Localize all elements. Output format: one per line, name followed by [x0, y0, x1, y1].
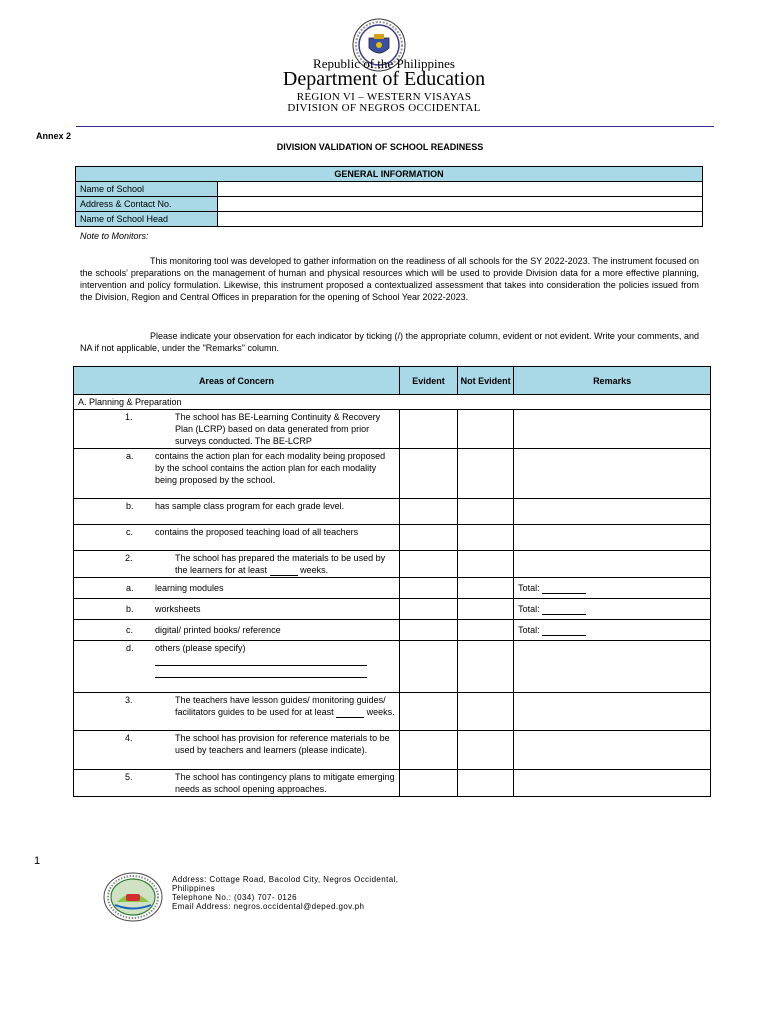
item-text-suffix: weeks. [300, 565, 329, 575]
region-heading: REGION VI – WESTERN VISAYAS [296, 91, 472, 103]
section-a-label: A. Planning & Preparation [74, 395, 711, 410]
not-evident-cell[interactable] [458, 599, 514, 620]
total-label: Total: [518, 583, 540, 593]
sub-item-text: contains the proposed teaching load of all teachers [155, 527, 359, 537]
item-number: 4. [125, 733, 133, 743]
intro-paragraph [80, 255, 699, 303]
evident-cell[interactable] [399, 620, 457, 641]
remarks-cell[interactable] [514, 551, 711, 578]
specify-blank[interactable] [155, 667, 367, 678]
sub-item-letter: b. [126, 604, 134, 614]
footer-address-country: Philippines [172, 884, 216, 893]
footer-address: Address: Cottage Road, Bacolod City, Negros Occidental, [172, 875, 399, 884]
page-number: 1 [34, 855, 41, 867]
evident-cell[interactable] [399, 551, 457, 578]
evident-cell[interactable] [399, 693, 457, 731]
evident-cell[interactable] [399, 731, 457, 770]
document-title: DIVISION VALIDATION OF SCHOOL READINESS [276, 142, 484, 152]
division-heading: DIVISION OF NEGROS OCCIDENTAL [287, 102, 481, 114]
item-text: The school has BE-Learning Continuity & Recovery Plan (LCRP) based on data generated from prior surveys conducted. The BE-LCRP [175, 412, 381, 446]
table-row [74, 449, 711, 499]
note-to-monitors: Note to Monitors: [80, 231, 149, 241]
item-number: 1. [125, 412, 133, 422]
table-row [74, 578, 711, 599]
remarks-cell[interactable] [514, 770, 711, 797]
sub-item-text: digital/ printed books/ reference [155, 625, 281, 635]
not-evident-cell[interactable] [458, 620, 514, 641]
item-number: 5. [125, 772, 133, 782]
remarks-cell[interactable] [514, 693, 711, 731]
not-evident-cell[interactable] [458, 410, 514, 449]
item-text: The school has provision for reference materials to be used by teachers and learners (please indicate). [175, 733, 390, 755]
table-row [74, 641, 711, 693]
address-contact-label: Address & Contact No. [76, 197, 218, 212]
not-evident-cell[interactable] [458, 525, 514, 551]
remarks-cell[interactable] [514, 410, 711, 449]
evident-cell[interactable] [399, 499, 457, 525]
sub-item-letter: a. [126, 583, 134, 593]
specify-blank[interactable] [155, 655, 367, 666]
remarks-cell[interactable] [514, 620, 711, 641]
remarks-cell[interactable] [514, 731, 711, 770]
school-head-label: Name of School Head [76, 212, 218, 227]
remarks-cell[interactable] [514, 499, 711, 525]
remarks-cell[interactable] [514, 641, 711, 693]
instruction-paragraph [80, 330, 699, 354]
col-header-not-evident: Not Evident [458, 367, 514, 395]
table-row [74, 693, 711, 731]
not-evident-cell[interactable] [458, 731, 514, 770]
evident-cell[interactable] [399, 578, 457, 599]
sub-item-letter: d. [126, 643, 134, 653]
weeks-blank[interactable] [336, 707, 364, 718]
evident-cell[interactable] [399, 410, 457, 449]
evident-cell[interactable] [399, 641, 457, 693]
item-text-suffix: weeks. [366, 707, 395, 717]
table-row [74, 599, 711, 620]
total-blank[interactable] [542, 604, 586, 615]
footer-telephone: Telephone No.: (034) 707- 0126 [172, 893, 297, 902]
item-number: 2. [125, 553, 133, 563]
not-evident-cell[interactable] [458, 449, 514, 499]
col-header-areas: Areas of Concern [74, 367, 400, 395]
sub-item-letter: c. [126, 625, 134, 635]
remarks-cell[interactable] [514, 599, 711, 620]
sub-item-letter: b. [126, 501, 134, 511]
footer-address-block [172, 875, 398, 911]
evident-cell[interactable] [399, 770, 457, 797]
total-label: Total: [518, 625, 540, 635]
header-divider [76, 126, 714, 127]
table-row [74, 525, 711, 551]
table-row [74, 499, 711, 525]
table-row [74, 770, 711, 797]
readiness-checklist-table [73, 366, 711, 797]
school-name-field[interactable] [218, 182, 703, 197]
not-evident-cell[interactable] [458, 551, 514, 578]
not-evident-cell[interactable] [458, 578, 514, 599]
annex-label: Annex 2 [36, 131, 72, 141]
division-seal-logo [103, 872, 163, 922]
not-evident-cell[interactable] [458, 641, 514, 693]
table-row [76, 212, 703, 227]
sub-item-letter: a. [126, 451, 134, 461]
table-row [74, 410, 711, 449]
sub-item-letter: c. [126, 527, 134, 537]
table-row [74, 620, 711, 641]
item-text: The teachers have lesson guides/ monitoring guides/ facilitators guides to be used for at least [175, 695, 386, 717]
total-blank[interactable] [542, 583, 586, 594]
weeks-blank[interactable] [270, 565, 298, 576]
evident-cell[interactable] [399, 599, 457, 620]
remarks-cell[interactable] [514, 525, 711, 551]
school-head-field[interactable] [218, 212, 703, 227]
total-label: Total: [518, 604, 540, 614]
not-evident-cell[interactable] [458, 499, 514, 525]
remarks-cell[interactable] [514, 449, 711, 499]
intro-text: This monitoring tool was developed to gather information on the readiness of all schools for the SY 2022-2023. The instrument focused on the schools' preparations on the management of human and physical resources which will be used to provide Division data for a more effective planning, intervention and policy formulation. Likewise, this instrument proposed a contextualized assessment that takes into consideration the policies issued from the Division, Region and Central Offices in preparation for the opening of School Year 2022-2023. [80, 256, 699, 302]
sub-item-text: learning modules [155, 583, 224, 593]
table-row [76, 197, 703, 212]
general-info-heading: GENERAL INFORMATION [76, 167, 703, 182]
item-number: 3. [125, 695, 133, 705]
not-evident-cell[interactable] [458, 693, 514, 731]
sub-item-text: worksheets [155, 604, 201, 614]
evident-cell[interactable] [399, 449, 457, 499]
address-contact-field[interactable] [218, 197, 703, 212]
sub-item-text: contains the action plan for each modality being proposed by the school contains the action plan for each modality being proposed by the school. [155, 451, 386, 485]
total-blank[interactable] [542, 625, 586, 636]
table-row [74, 551, 711, 578]
evident-cell[interactable] [399, 525, 457, 551]
school-name-label: Name of School [76, 182, 218, 197]
not-evident-cell[interactable] [458, 770, 514, 797]
col-header-evident: Evident [399, 367, 457, 395]
table-row [74, 731, 711, 770]
item-text: The school has contingency plans to mitigate emerging needs as school opening approaches. [175, 772, 395, 794]
remarks-cell[interactable] [514, 578, 711, 599]
sub-item-text: has sample class program for each grade level. [155, 501, 345, 511]
department-heading: Department of Education [282, 68, 486, 90]
republic-heading: Republic of the Philippines [313, 56, 455, 71]
instruction-text: Please indicate your observation for each indicator by ticking (/) the appropriate column, evident or not evident. Write your comments, and NA if not applicable, under the "Remarks" column. [80, 331, 699, 353]
footer-email[interactable]: Email Address: negros.occidental@deped.gov.ph [172, 902, 365, 911]
item-text: The school has prepared the materials to be used by the learners for at least [175, 553, 386, 575]
sub-item-text: others (please specify) [155, 643, 246, 653]
general-information-table [75, 166, 703, 227]
col-header-remarks: Remarks [514, 367, 711, 395]
table-row [76, 182, 703, 197]
